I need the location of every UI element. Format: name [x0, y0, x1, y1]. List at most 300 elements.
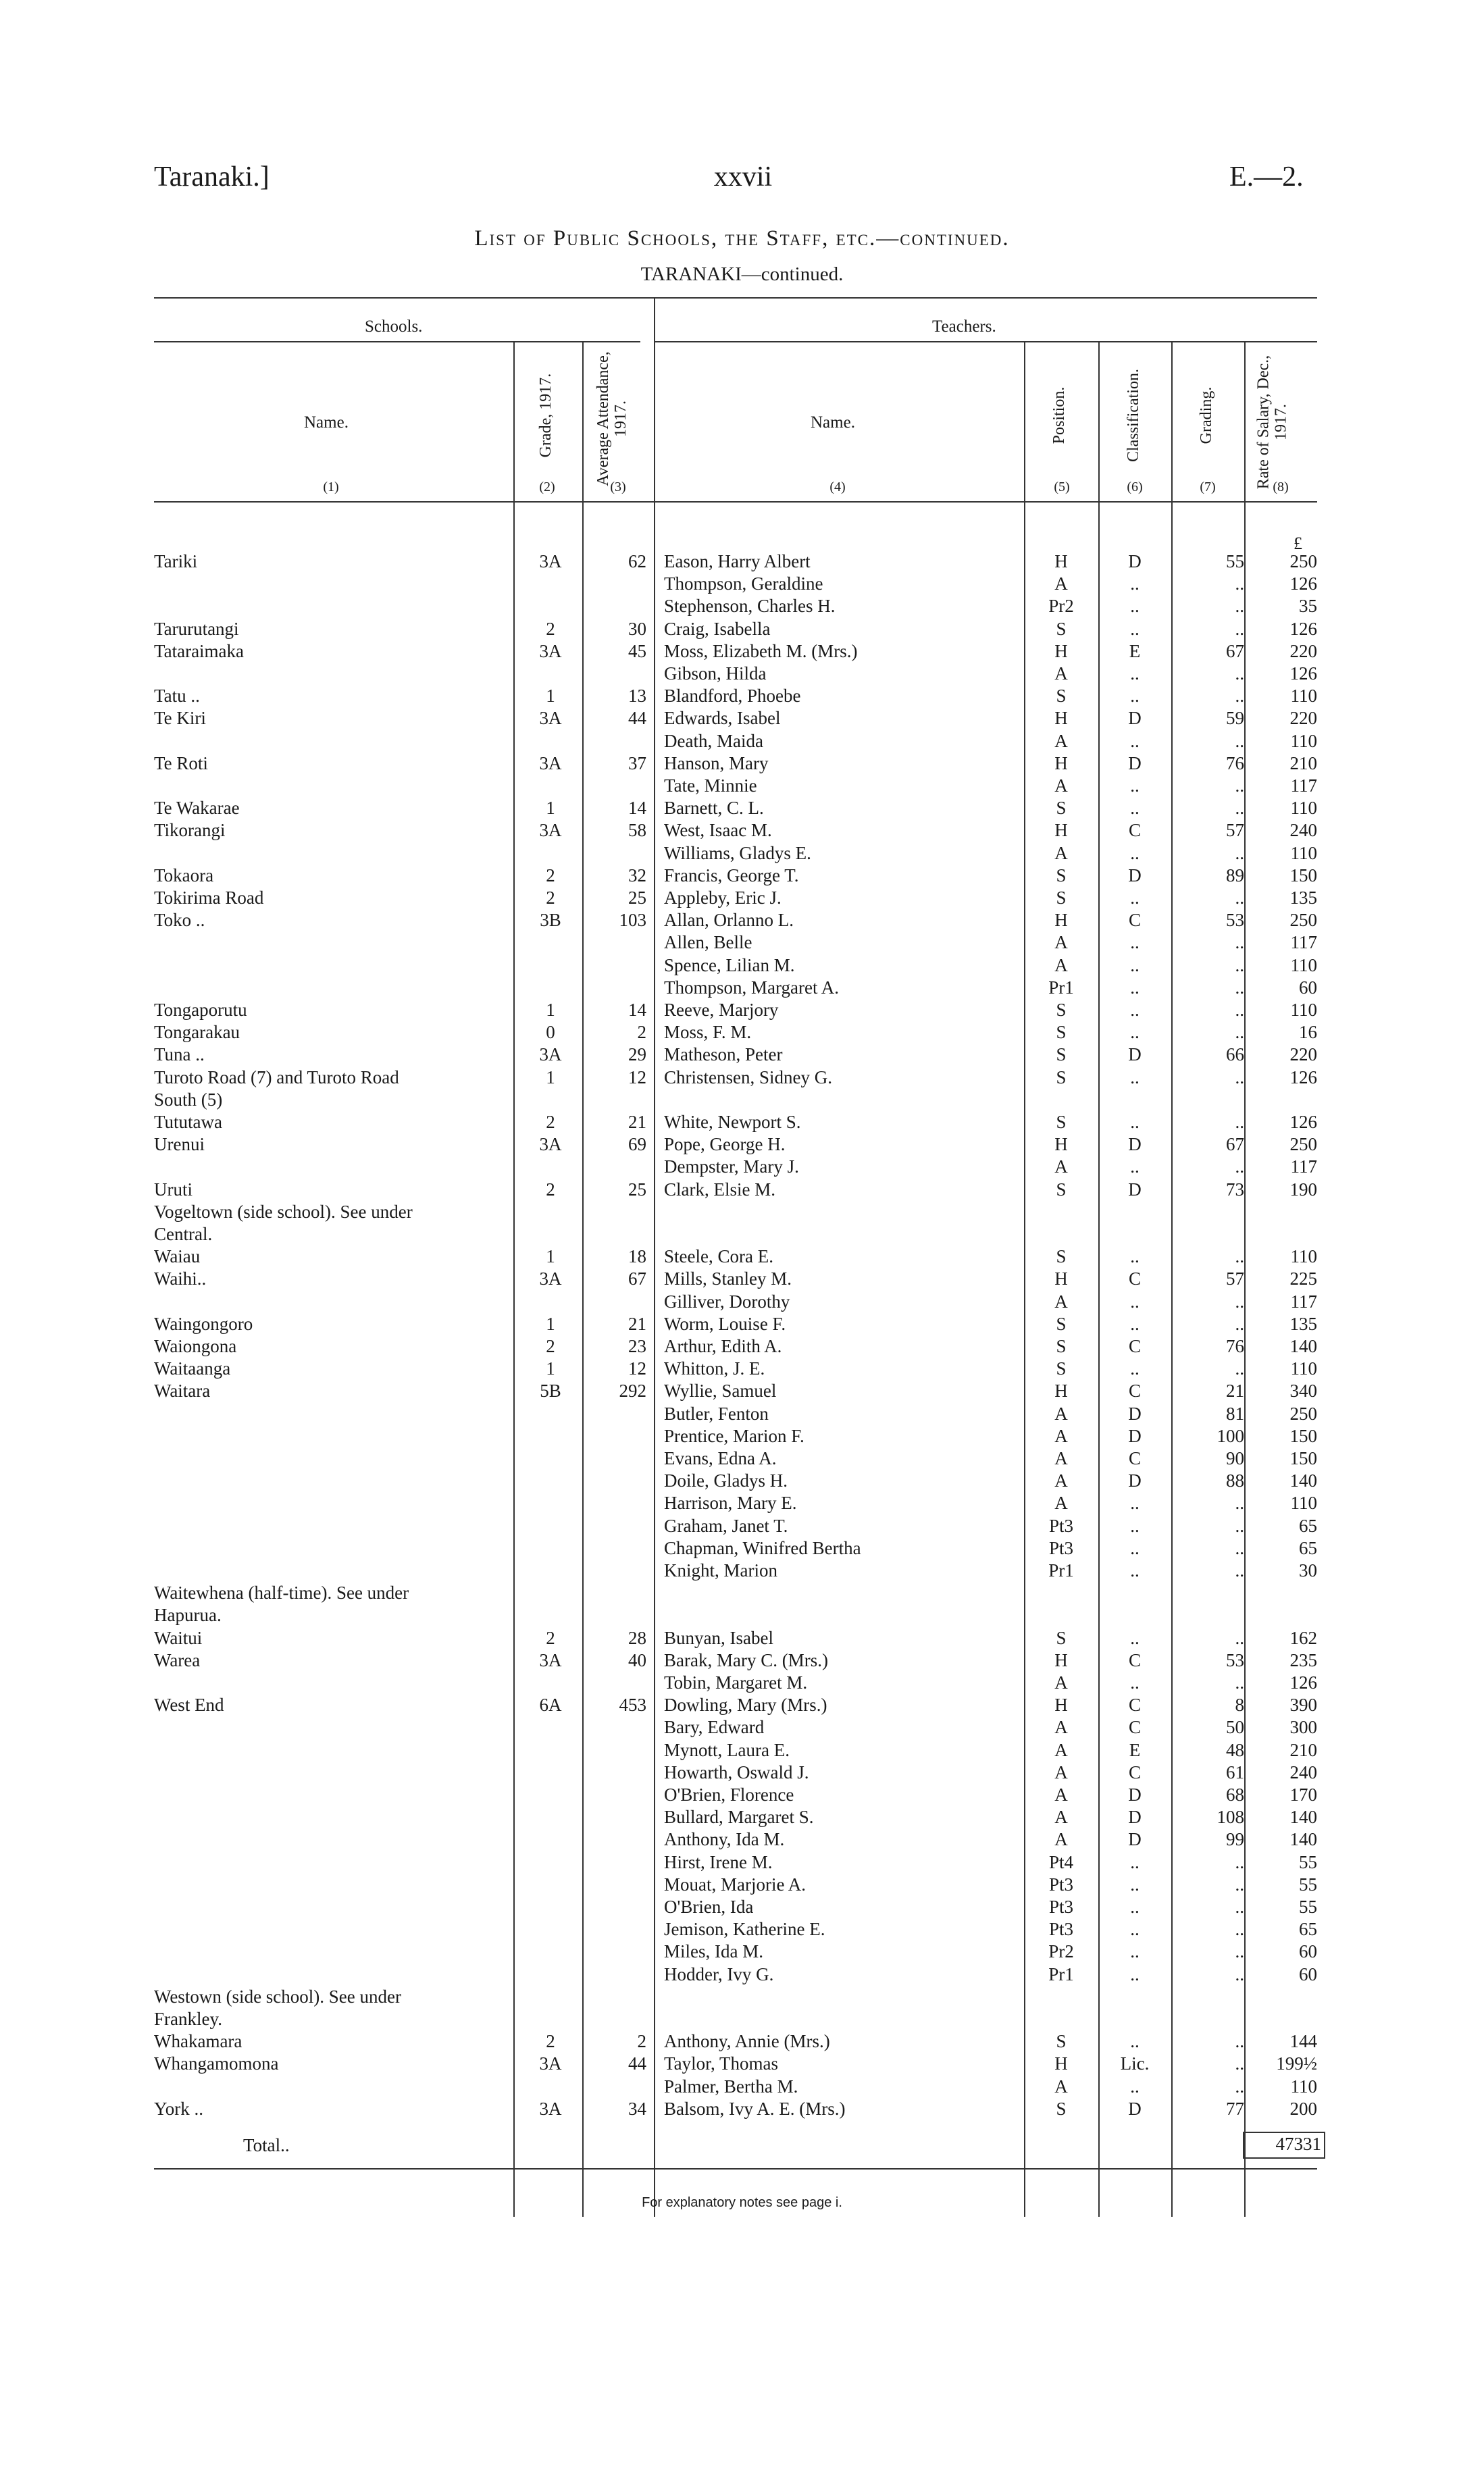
table-row — [0, 618, 1484, 640]
attendance-cell: 30 — [628, 618, 646, 639]
attendance-cell: 103 — [619, 910, 646, 931]
position-cell: H — [1054, 1695, 1068, 1716]
grading-cell: .. — [1235, 1313, 1244, 1334]
attendance-cell: 14 — [628, 798, 646, 819]
table-row — [0, 1447, 1484, 1469]
grade-cell: 1 — [546, 1246, 555, 1267]
school-name-cell: Waitara — [154, 1381, 211, 1402]
grading-cell: .. — [1235, 1291, 1244, 1312]
table-row — [0, 1358, 1484, 1379]
classification-cell: C — [1128, 1717, 1141, 1738]
grade-cell: 2 — [546, 1179, 555, 1200]
grading-cell: 21 — [1226, 1381, 1244, 1402]
teacher-name-cell: Appleby, Eric J. — [664, 888, 782, 908]
page-title: List of Public Schools, the Staff, etc.—continued. — [474, 226, 1010, 251]
grading-cell: .. — [1235, 1067, 1244, 1087]
position-cell: S — [1056, 1179, 1067, 1200]
teacher-name-cell: Thompson, Geraldine — [664, 573, 823, 594]
position-cell: S — [1056, 1000, 1067, 1020]
col-num-6: (6) — [1127, 480, 1143, 494]
teacher-name-cell: Barnett, C. L. — [664, 798, 764, 819]
grade-cell: 1 — [546, 686, 555, 707]
classification-cell: .. — [1130, 1022, 1140, 1043]
grade-cell: 3A — [539, 1134, 562, 1155]
salary-cell: 135 — [1289, 888, 1317, 908]
salary-cell: 126 — [1289, 663, 1317, 684]
table-row — [0, 1918, 1484, 1940]
rule-total-bottom — [154, 2168, 1317, 2170]
col-num-5: (5) — [1054, 480, 1070, 494]
classification-cell: .. — [1130, 1067, 1140, 1087]
table-row — [0, 2053, 1484, 2074]
table-row — [0, 1627, 1484, 1649]
table-row — [0, 1246, 1484, 1267]
attendance-cell: 2 — [637, 1022, 646, 1043]
teacher-name-cell: Steele, Cora E. — [664, 1246, 773, 1267]
rule-v2 — [582, 341, 584, 501]
position-cell: Pr1 — [1048, 1560, 1074, 1581]
teacher-name-cell: Miles, Ida M. — [664, 1941, 763, 1962]
teacher-name-cell: Gibson, Hilda — [664, 663, 767, 684]
classification-cell: D — [1128, 1425, 1142, 1446]
salary-cell: 220 — [1289, 640, 1317, 661]
grading-cell: 8 — [1235, 1695, 1244, 1716]
classification-cell: D — [1128, 752, 1142, 773]
classification-cell: .. — [1130, 730, 1140, 751]
table-row — [0, 797, 1484, 819]
classification-cell: .. — [1130, 1897, 1140, 1917]
table-row — [0, 1403, 1484, 1425]
position-cell: A — [1054, 1739, 1068, 1760]
classification-cell: C — [1128, 1762, 1141, 1782]
table-row — [0, 1425, 1484, 1447]
classification-cell: .. — [1130, 1964, 1140, 1984]
classification-cell: C — [1128, 1336, 1141, 1356]
teacher-name-cell: Harrison, Mary E. — [664, 1493, 797, 1514]
teacher-name-cell: Bunyan, Isabel — [664, 1627, 773, 1648]
table-row — [0, 1291, 1484, 1312]
table-row — [0, 1492, 1484, 1514]
position-cell: S — [1056, 1627, 1067, 1648]
grading-cell: .. — [1235, 2076, 1244, 2097]
teacher-name-cell: Anthony, Ida M. — [664, 1829, 785, 1850]
rule-v6 — [1171, 341, 1173, 501]
table-row — [0, 1067, 1484, 1088]
table-row — [0, 1694, 1484, 1716]
salary-cell: 126 — [1289, 618, 1317, 639]
table-row — [0, 1537, 1484, 1559]
col-num-8: (8) — [1273, 480, 1289, 494]
salary-cell: 250 — [1289, 1403, 1317, 1424]
classification-cell: Lic. — [1120, 2053, 1150, 2074]
salary-cell: 35 — [1299, 596, 1317, 617]
table-row — [0, 2008, 1484, 2030]
table-row — [0, 1380, 1484, 1402]
salary-cell: 65 — [1299, 1537, 1317, 1558]
table-row — [0, 595, 1484, 617]
salary-cell: 240 — [1289, 820, 1317, 841]
salary-cell: 110 — [1290, 1358, 1317, 1379]
teacher-name-cell: Tate, Minnie — [664, 775, 757, 796]
salary-cell: 126 — [1289, 1067, 1317, 1087]
school-name-cell: York .. — [154, 2098, 204, 2119]
grading-cell: .. — [1235, 618, 1244, 639]
salary-cell: 170 — [1289, 1785, 1317, 1805]
position-cell: H — [1054, 1381, 1068, 1402]
school-name-cell: West End — [154, 1695, 224, 1716]
salary-cell: 117 — [1290, 1156, 1317, 1177]
classification-cell: .. — [1130, 1358, 1140, 1379]
grade-cell: 1 — [546, 1067, 555, 1087]
school-name-cell: Tatu .. — [154, 686, 200, 707]
table-row — [0, 1649, 1484, 1671]
teacher-name-cell: Evans, Edna A. — [664, 1448, 777, 1468]
position-cell: S — [1056, 1044, 1067, 1065]
grading-cell: .. — [1235, 1246, 1244, 1267]
attendance-cell: 21 — [628, 1313, 646, 1334]
position-cell: A — [1054, 1807, 1068, 1828]
attendance-cell: 29 — [628, 1044, 646, 1065]
grading-cell: 66 — [1226, 1044, 1244, 1065]
classification-cell: .. — [1130, 1537, 1140, 1558]
table-row — [0, 1560, 1484, 1581]
table-row — [0, 730, 1484, 752]
position-cell: Pt3 — [1048, 1919, 1074, 1940]
col-classification: Classification. — [1125, 369, 1142, 462]
school-name-cell: Tongaporutu — [154, 1000, 247, 1020]
salary-cell: 110 — [1290, 842, 1317, 863]
attendance-cell: 44 — [628, 708, 646, 729]
attendance-cell: 34 — [628, 2098, 646, 2119]
grading-cell: .. — [1235, 977, 1244, 998]
table-row — [0, 1762, 1484, 1783]
table-row — [0, 1986, 1484, 2007]
rule-v1 — [513, 341, 515, 501]
grade-cell: 3A — [539, 640, 562, 661]
salary-cell: 210 — [1289, 752, 1317, 773]
table-row — [0, 1604, 1484, 1626]
attendance-cell: 44 — [628, 2053, 646, 2074]
table-row — [0, 1470, 1484, 1491]
teacher-name-cell: Stephenson, Charles H. — [664, 596, 836, 617]
salary-cell: 140 — [1289, 1807, 1317, 1828]
position-cell: A — [1054, 1448, 1068, 1468]
teacher-name-cell: Taylor, Thomas — [664, 2053, 779, 2074]
grading-cell: 50 — [1226, 1717, 1244, 1738]
teacher-name-cell: Tobin, Margaret M. — [664, 1672, 808, 1693]
grade-cell: 3A — [539, 1649, 562, 1670]
position-cell: Pt4 — [1048, 1851, 1074, 1872]
salary-cell: 210 — [1289, 1739, 1317, 1760]
table-row — [0, 1964, 1484, 1985]
rule-v5 — [1098, 341, 1100, 501]
school-name-cell: Te Wakarae — [154, 798, 240, 819]
salary-cell: 162 — [1289, 1627, 1317, 1648]
salary-cell: 126 — [1289, 573, 1317, 594]
attendance-cell: 58 — [628, 820, 646, 841]
school-name-cell: Hapurua. — [154, 1605, 222, 1626]
grading-cell: 53 — [1226, 910, 1244, 931]
teacher-name-cell: Moss, Elizabeth M. (Mrs.) — [664, 640, 858, 661]
school-name-cell: Whakamara — [154, 2031, 242, 2052]
position-cell: S — [1056, 1112, 1067, 1132]
classification-cell: D — [1128, 1134, 1142, 1155]
grading-cell: .. — [1235, 1156, 1244, 1177]
salary-cell: 340 — [1289, 1381, 1317, 1402]
salary-cell: 150 — [1289, 1425, 1317, 1446]
classification-cell: .. — [1130, 1246, 1140, 1267]
classification-cell: .. — [1130, 775, 1140, 796]
grading-cell: .. — [1235, 1493, 1244, 1514]
teacher-name-cell: Matheson, Peter — [664, 1044, 783, 1065]
table-row — [0, 1582, 1484, 1603]
teacher-name-cell: O'Brien, Ida — [664, 1897, 754, 1917]
grading-cell: 59 — [1226, 708, 1244, 729]
classification-cell: .. — [1130, 1627, 1140, 1648]
grade-cell: 2 — [546, 2031, 555, 2052]
school-name-cell: Waiongona — [154, 1336, 237, 1356]
classification-cell: .. — [1130, 663, 1140, 684]
teacher-name-cell: Anthony, Annie (Mrs.) — [664, 2031, 830, 2052]
grading-cell: 76 — [1226, 1336, 1244, 1356]
salary-cell: 140 — [1289, 1470, 1317, 1491]
salary-cell: 30 — [1299, 1560, 1317, 1581]
school-name-cell: Waitaanga — [154, 1358, 231, 1379]
school-name-cell: Waitui — [154, 1627, 203, 1648]
grading-cell: .. — [1235, 775, 1244, 796]
grading-cell: .. — [1235, 1851, 1244, 1872]
grading-cell: .. — [1235, 1627, 1244, 1648]
teacher-name-cell: Doile, Gladys H. — [664, 1470, 788, 1491]
teacher-name-cell: Blandford, Phoebe — [664, 686, 801, 707]
school-name-cell: Waihi.. — [154, 1268, 207, 1289]
classification-cell: C — [1128, 820, 1141, 841]
table-row — [0, 2098, 1484, 2120]
grading-cell: .. — [1235, 1515, 1244, 1536]
classification-cell: D — [1128, 865, 1142, 886]
grading-cell: .. — [1235, 1000, 1244, 1020]
table-row — [0, 1896, 1484, 1918]
rule-top — [154, 297, 1317, 299]
teacher-name-cell: Moss, F. M. — [664, 1022, 752, 1043]
attendance-cell: 13 — [628, 686, 646, 707]
salary-cell: 117 — [1290, 1291, 1317, 1312]
salary-cell: 110 — [1290, 798, 1317, 819]
teacher-name-cell: Pope, George H. — [664, 1134, 786, 1155]
classification-cell: .. — [1130, 1919, 1140, 1940]
classification-cell: .. — [1130, 686, 1140, 707]
position-cell: A — [1054, 1425, 1068, 1446]
grade-cell: 1 — [546, 1358, 555, 1379]
teacher-name-cell: Wyllie, Samuel — [664, 1381, 777, 1402]
table-row — [0, 1201, 1484, 1223]
position-cell: A — [1054, 1403, 1068, 1424]
teacher-name-cell: Balsom, Ivy A. E. (Mrs.) — [664, 2098, 846, 2119]
classification-cell: D — [1128, 1179, 1142, 1200]
classification-cell: .. — [1130, 573, 1140, 594]
teacher-name-cell: Edwards, Isabel — [664, 708, 781, 729]
attendance-cell: 292 — [619, 1381, 646, 1402]
classification-cell: D — [1128, 1470, 1142, 1491]
attendance-cell: 67 — [628, 1268, 646, 1289]
table-row — [0, 865, 1484, 886]
grading-cell: .. — [1235, 1964, 1244, 1984]
salary-cell: 135 — [1289, 1313, 1317, 1334]
grade-cell: 3B — [540, 910, 561, 931]
grading-cell: .. — [1235, 888, 1244, 908]
school-name-cell: Westown (side school). See under — [154, 1986, 401, 2007]
grade-cell: 1 — [546, 1000, 555, 1020]
position-cell: A — [1054, 573, 1068, 594]
school-name-cell: Te Roti — [154, 752, 208, 773]
classification-cell: D — [1128, 1403, 1142, 1424]
table-row — [0, 685, 1484, 707]
salary-cell: 65 — [1299, 1515, 1317, 1536]
rule-v3 — [654, 297, 655, 501]
position-cell: S — [1056, 1067, 1067, 1087]
footnote: For explanatory notes see page i. — [642, 2195, 842, 2210]
attendance-cell: 25 — [628, 888, 646, 908]
table-row — [0, 2076, 1484, 2097]
grading-cell: .. — [1235, 1897, 1244, 1917]
grading-cell: .. — [1235, 730, 1244, 751]
classification-cell: C — [1128, 910, 1141, 931]
page-number: xxvii — [713, 161, 773, 193]
table-row — [0, 1335, 1484, 1357]
table-row — [0, 1179, 1484, 1200]
col-grading: Grading. — [1198, 386, 1215, 444]
school-name-cell: Tokirima Road — [154, 888, 264, 908]
salary-cell: 117 — [1290, 775, 1317, 796]
table-row — [0, 1223, 1484, 1245]
grade-cell: 3A — [539, 752, 562, 773]
grading-cell: .. — [1235, 1537, 1244, 1558]
grading-cell: 53 — [1226, 1649, 1244, 1670]
page-subtitle: TARANAKI—continued. — [640, 263, 844, 285]
salary-cell: 140 — [1289, 1336, 1317, 1356]
teacher-name-cell: Hanson, Mary — [664, 752, 769, 773]
school-name-cell: Waingongoro — [154, 1313, 253, 1334]
col-attendance: Average Attendance, 1917. — [594, 351, 630, 486]
salary-cell: 110 — [1290, 730, 1317, 751]
classification-cell: .. — [1130, 1493, 1140, 1514]
position-cell: H — [1054, 910, 1068, 931]
table-row — [0, 1941, 1484, 1962]
table-row — [0, 1133, 1484, 1155]
attendance-cell: 2 — [637, 2031, 646, 2052]
classification-cell: .. — [1130, 1560, 1140, 1581]
salary-cell: 110 — [1290, 2076, 1317, 2097]
attendance-cell: 62 — [628, 551, 646, 571]
salary-cell: 150 — [1289, 865, 1317, 886]
grading-cell: 61 — [1226, 1762, 1244, 1782]
grading-cell: 48 — [1226, 1739, 1244, 1760]
table-row — [0, 931, 1484, 953]
classification-cell: E — [1129, 640, 1141, 661]
grade-cell: 3A — [539, 708, 562, 729]
grading-cell: 67 — [1226, 1134, 1244, 1155]
school-name-cell: Whangamomona — [154, 2053, 279, 2074]
classification-cell: C — [1128, 1649, 1141, 1670]
teacher-name-cell: Christensen, Sidney G. — [664, 1067, 832, 1087]
table-row — [0, 1739, 1484, 1761]
classification-cell: .. — [1130, 954, 1140, 975]
attendance-cell: 37 — [628, 752, 646, 773]
rule-v7 — [1244, 341, 1246, 501]
table-row — [0, 707, 1484, 729]
position-cell: H — [1054, 708, 1068, 729]
grading-cell: .. — [1235, 798, 1244, 819]
schools-group-label: Schools. — [365, 317, 423, 336]
position-cell: H — [1054, 1268, 1068, 1289]
classification-cell: .. — [1130, 932, 1140, 953]
position-cell: H — [1054, 2053, 1068, 2074]
classification-cell: .. — [1130, 1156, 1140, 1177]
grade-cell: 3A — [539, 820, 562, 841]
classification-cell: .. — [1130, 842, 1140, 863]
grading-cell: 73 — [1226, 1179, 1244, 1200]
salary-cell: 250 — [1289, 1134, 1317, 1155]
school-name-cell: Tongarakau — [154, 1022, 240, 1043]
teacher-name-cell: Dowling, Mary (Mrs.) — [664, 1695, 827, 1716]
grading-cell: .. — [1235, 1919, 1244, 1940]
position-cell: A — [1054, 730, 1068, 751]
rule-teachers-group — [654, 341, 1317, 342]
salary-cell: 65 — [1299, 1919, 1317, 1940]
attendance-cell: 69 — [628, 1134, 646, 1155]
salary-cell: 300 — [1289, 1717, 1317, 1738]
table-row — [0, 1874, 1484, 1895]
col-position: Position. — [1050, 386, 1068, 444]
grading-cell: .. — [1235, 1022, 1244, 1043]
table-row — [0, 1044, 1484, 1065]
grading-cell: 57 — [1226, 820, 1244, 841]
salary-cell: 110 — [1290, 686, 1317, 707]
table-row — [0, 1021, 1484, 1043]
grade-cell: 3A — [539, 2053, 562, 2074]
grading-cell: .. — [1235, 842, 1244, 863]
position-cell: A — [1054, 1829, 1068, 1850]
table-row — [0, 954, 1484, 976]
position-cell: Pt3 — [1048, 1897, 1074, 1917]
classification-cell: .. — [1130, 1874, 1140, 1895]
total-value: 47331 — [1243, 2132, 1325, 2159]
grading-cell: 108 — [1217, 1807, 1244, 1828]
classification-cell: .. — [1130, 977, 1140, 998]
classification-cell: D — [1128, 1785, 1142, 1805]
classification-cell: D — [1128, 2098, 1142, 2119]
attendance-cell: 21 — [628, 1112, 646, 1132]
classification-cell: .. — [1130, 798, 1140, 819]
teacher-name-cell: Arthur, Edith A. — [664, 1336, 782, 1356]
teacher-name-cell: Hirst, Irene M. — [664, 1851, 773, 1872]
col-num-2: (2) — [539, 480, 555, 494]
teacher-name-cell: West, Isaac M. — [664, 820, 772, 841]
salary-cell: 235 — [1289, 1649, 1317, 1670]
col-salary: Rate of Salary, Dec., 1917. — [1254, 355, 1290, 490]
school-name-cell: Toko .. — [154, 910, 205, 931]
classification-cell: D — [1128, 1829, 1142, 1850]
attendance-cell: 25 — [628, 1179, 646, 1200]
grading-cell: .. — [1235, 2053, 1244, 2074]
total-row — [0, 2134, 1484, 2156]
grade-cell: 3A — [539, 1044, 562, 1065]
table-row — [0, 1806, 1484, 1828]
salary-cell: 225 — [1289, 1268, 1317, 1289]
table-row — [0, 1268, 1484, 1289]
table-row — [0, 550, 1484, 572]
position-cell: Pr2 — [1048, 596, 1074, 617]
